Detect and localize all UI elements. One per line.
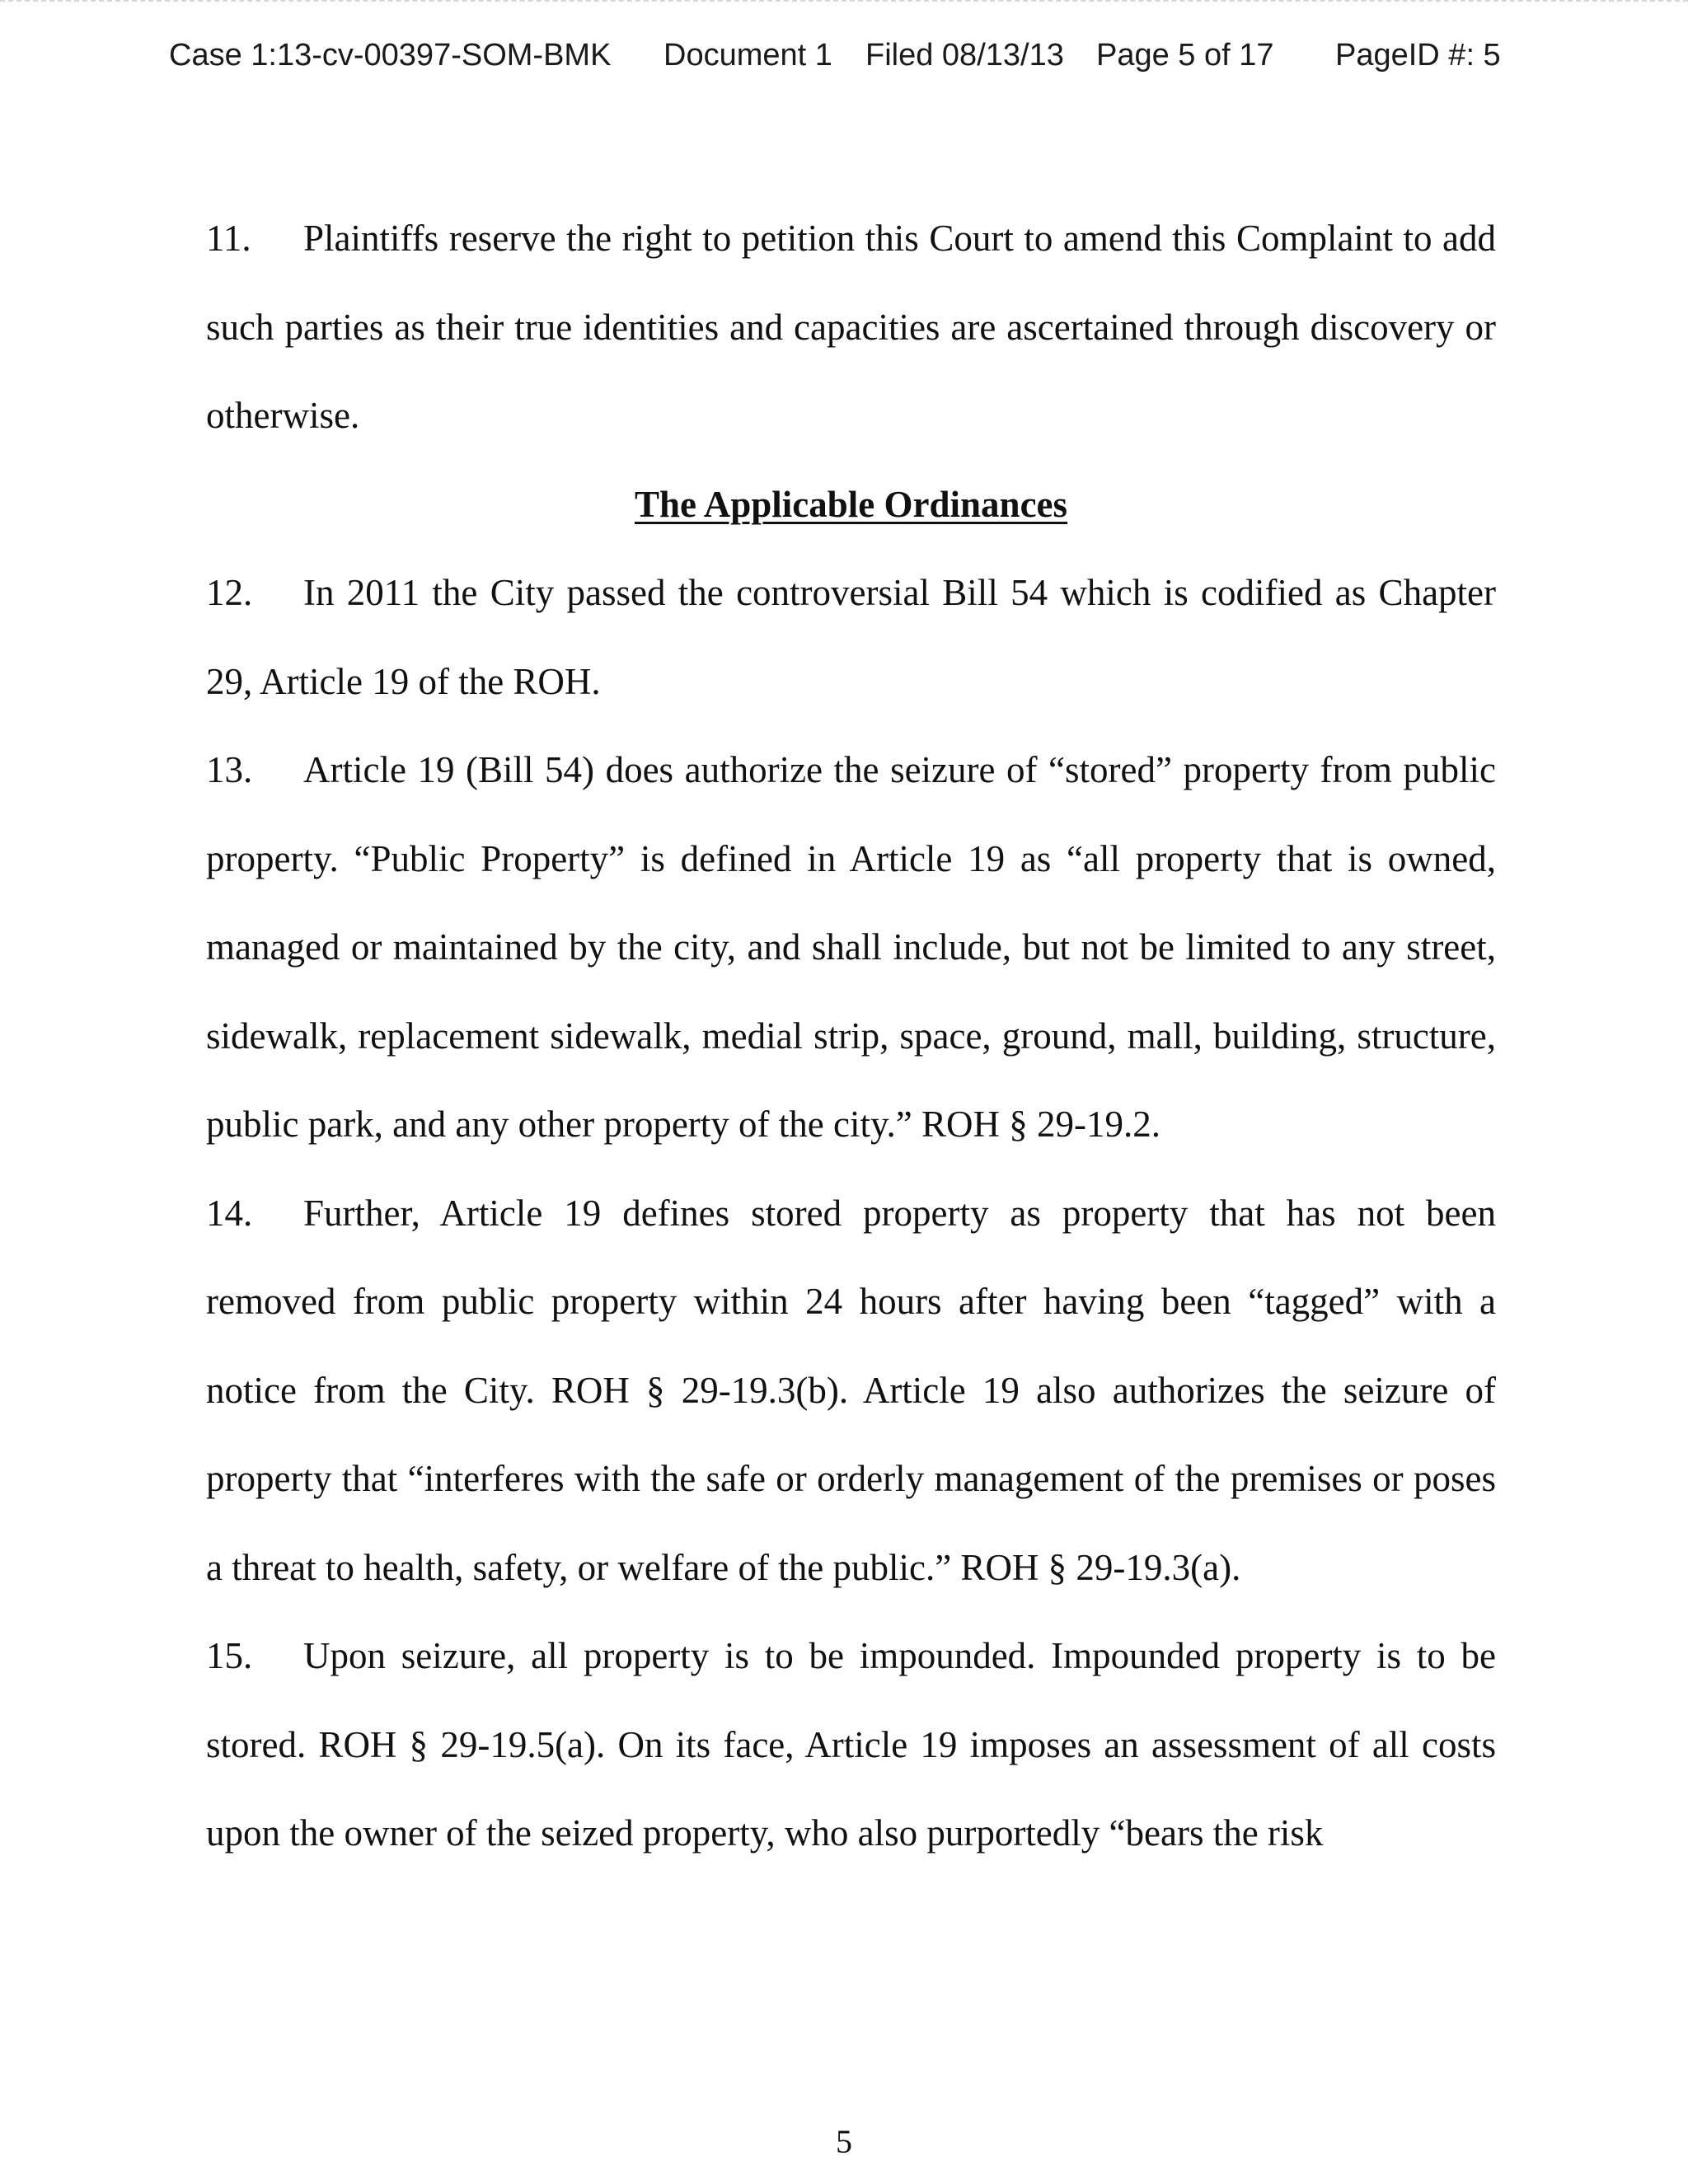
- paragraph-11: [206, 194, 1496, 461]
- paragraph-text: Further, Article 19 defines stored property as property that has not been removed from public property within 24 hours after having been “tagged” with a notice from the City. ROH § 29-19.3(b). Article 19 also authorizes the seizure of property that “interferes with the safe or orderly management of the premises or poses a threat to health, safety, or welfare of the public.” ROH § 29-19.3(a).: [206, 1192, 1496, 1588]
- paragraph-13: [206, 726, 1496, 1169]
- paragraph-number: 14.: [206, 1192, 253, 1234]
- paragraph-text: Upon seizure, all property is to be impounded. Impounded property is to be stored. ROH § 29-19.5(a). On its face, Article 19 imposes an assessment of all costs upon the owner of the seized property, who also purportedly “bears the risk: [206, 1635, 1496, 1854]
- case-number: Case 1:13-cv-00397-SOM-BMK: [169, 38, 612, 73]
- page-number: 5: [836, 2123, 852, 2160]
- page-count: Page 5 of 17: [1096, 38, 1274, 73]
- paragraph-12: [206, 549, 1496, 726]
- document-number: Document 1: [663, 38, 832, 73]
- scan-edge: [0, 0, 1688, 5]
- paragraph-15: [206, 1612, 1496, 1878]
- paragraph-number: 15.: [206, 1635, 253, 1676]
- page-id: PageID #: 5: [1335, 38, 1501, 73]
- paragraph-text: Article 19 (Bill 54) does authorize the seizure of “stored” property from public property. “Public Property” is defined in Article 19 as “all property that is owned, managed or maintained by the city, and shall include, but not be limited to any street, sidewalk, replacement sidewalk, medial strip, space, ground, mall, building, structure, public park, and any other property of the city.” ROH § 29-19.2.: [206, 749, 1496, 1145]
- paragraph-14: [206, 1169, 1496, 1613]
- paragraph-number: 11.: [206, 218, 251, 259]
- document-body: [206, 194, 1496, 1878]
- paragraph-text: In 2011 the City passed the controversial Bill 54 which is codified as Chapter 29, Article 19 of the ROH.: [206, 572, 1496, 702]
- section-heading: The Applicable Ordinances: [634, 483, 1068, 525]
- filed-date: Filed 08/13/13: [865, 38, 1064, 73]
- paragraph-number: 12.: [206, 572, 253, 613]
- court-header: [169, 38, 1521, 79]
- paragraph-text: Plaintiffs reserve the right to petition this Court to amend this Complaint to add such parties as their true identities and capacities are ascertained through discovery or otherwise.: [206, 218, 1496, 436]
- paragraph-number: 13.: [206, 749, 253, 790]
